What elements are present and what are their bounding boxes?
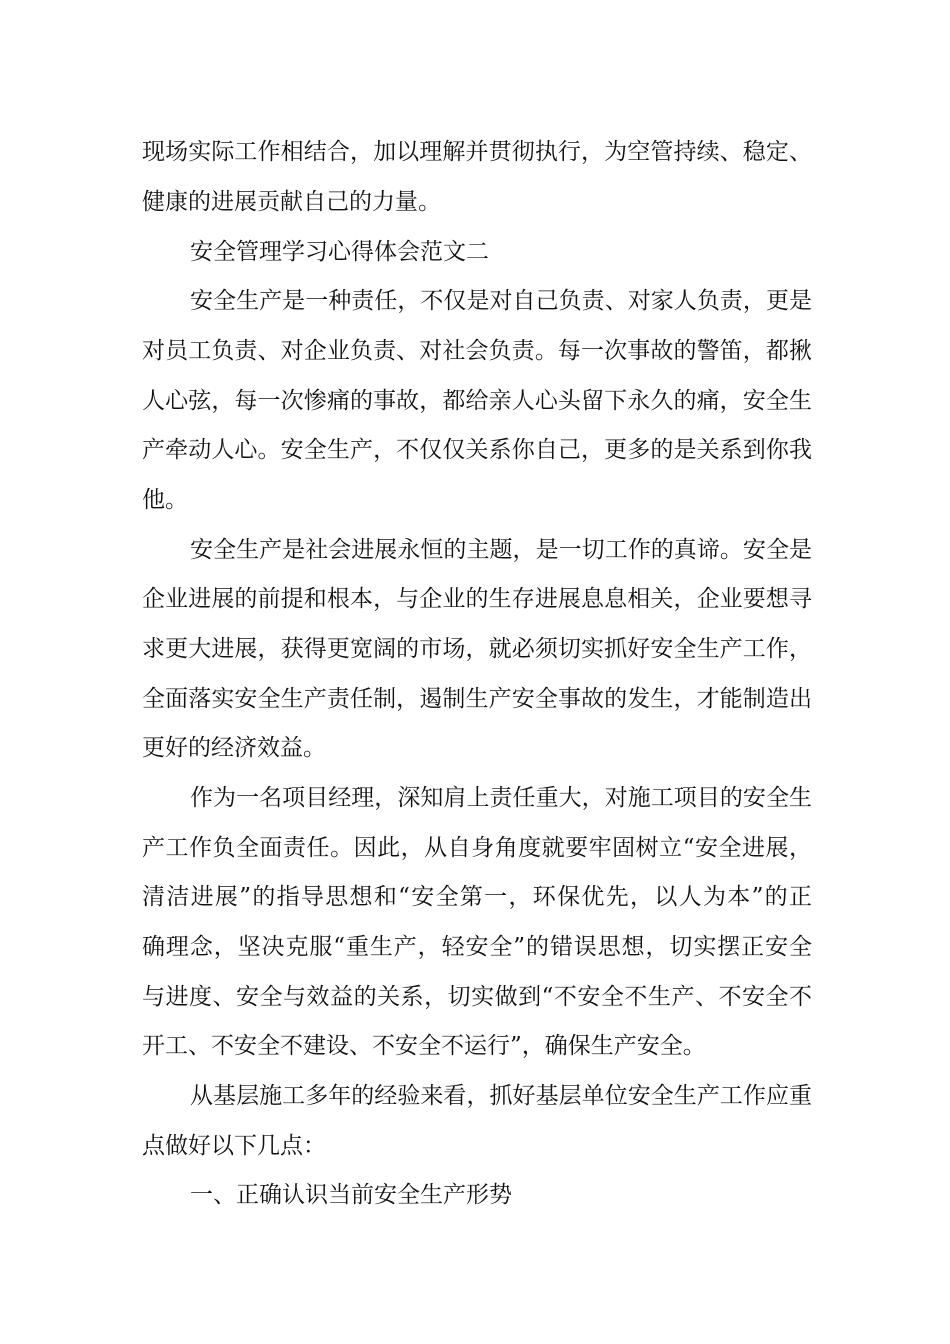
paragraph-line: 确理念，坚决克服“重生产，轻安全”的错误思想，切实摆正安全 [142, 934, 812, 960]
paragraph-line: 作为一名项目经理，深知肩上责任重大，对施工项目的安全生 [190, 785, 812, 811]
paragraph-line: 现场实际工作相结合，加以理解并贯彻执行，为空管持续、稳定、 [142, 139, 812, 165]
paragraph-line: 点做好以下几点： [142, 1133, 326, 1159]
paragraph-line: 安全生产是社会进展永恒的主题，是一切工作的真谛。安全是 [190, 537, 812, 563]
paragraph-line: 他。 [142, 487, 188, 513]
paragraph-line: 企业进展的前提和根本，与企业的生存进展息息相关，企业要想寻 [142, 586, 812, 612]
paragraph-line: 人心弦，每一次惨痛的事故，都给亲人心头留下永久的痛，安全生 [142, 388, 812, 414]
paragraph-line: 安全生产是一种责任，不仅是对自己负责、对家人负责，更是 [190, 288, 812, 314]
paragraph-line: 对员工负责、对企业负责、对社会负责。每一次事故的警笛，都揪 [142, 338, 812, 364]
section-heading: 一、正确认识当前安全生产形势 [190, 1182, 512, 1208]
paragraph-line: 产牵动人心。安全生产，不仅仅关系你自己，更多的是关系到你我 [142, 437, 812, 463]
paragraph-line: 健康的进展贡献自己的力量。 [142, 189, 441, 215]
paragraph-line: 与进度、安全与效益的关系，切实做到“不安全不生产、不安全不 [142, 984, 812, 1010]
paragraph-line: 开工、不安全不建设、不安全不运行”，确保生产安全。 [142, 1033, 706, 1059]
paragraph-line: 产工作负全面责任。因此，从自身角度就要牢固树立“安全进展， [142, 835, 812, 861]
paragraph-line: 全面落实安全生产责任制，遏制生产安全事故的发生，才能制造出 [142, 686, 812, 712]
paragraph-line: 求更大进展，获得更宽阔的市场，就必须切实抓好安全生产工作， [142, 636, 812, 662]
paragraph-line: 清洁进展”的指导思想和“安全第一，环保优先，以人为本”的正 [142, 884, 812, 910]
section-heading: 安全管理学习心得体会范文二 [190, 239, 489, 265]
paragraph-line: 更好的经济效益。 [142, 735, 326, 761]
paragraph-line: 从基层施工多年的经验来看，抓好基层单位安全生产工作应重 [190, 1083, 812, 1109]
